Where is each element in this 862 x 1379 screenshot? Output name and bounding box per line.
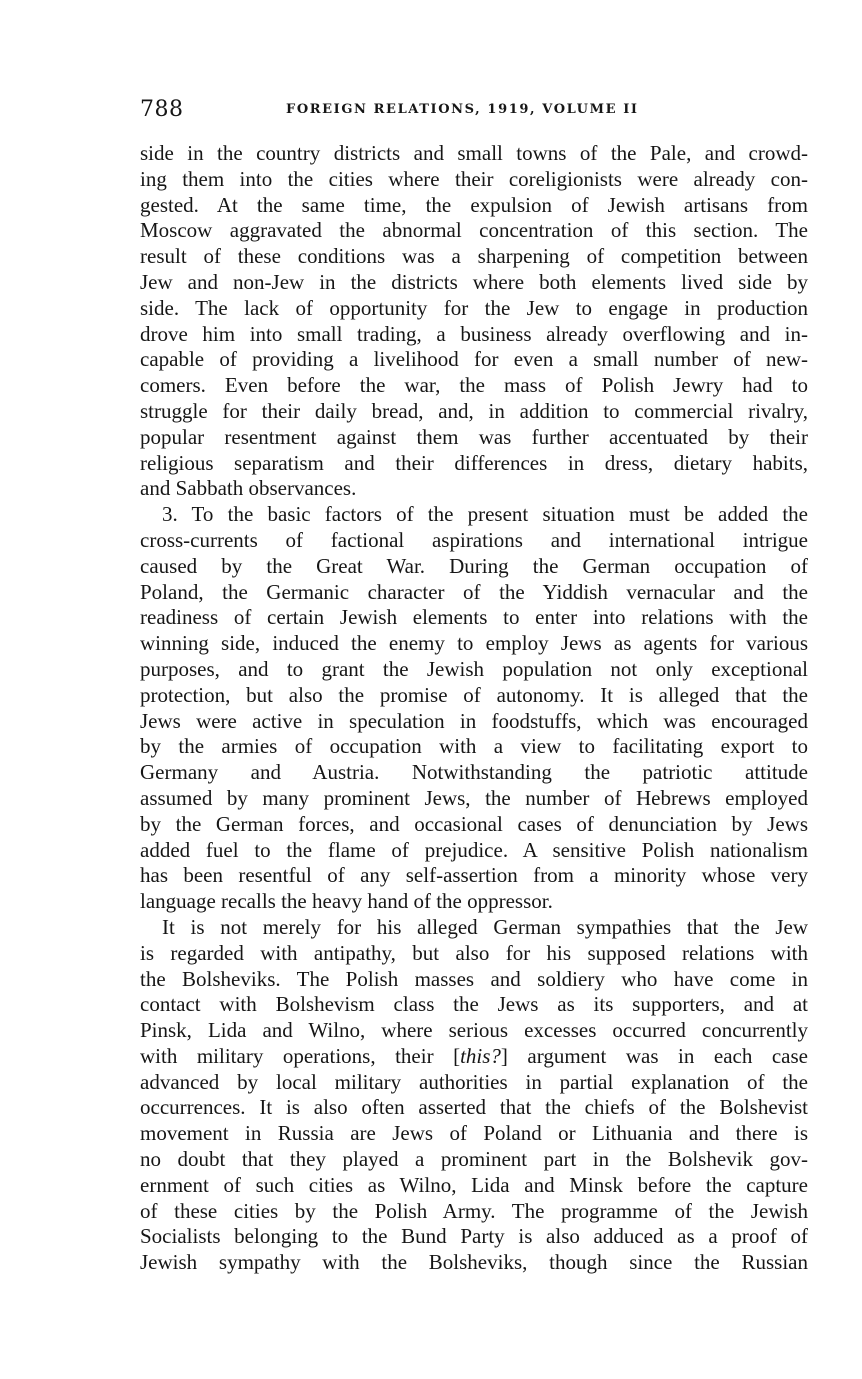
text-line: by the armies of occupation with a view to facilitating export to: [140, 734, 808, 759]
page-number: 788: [140, 97, 184, 122]
text-line: ernment of such cities as Wilno, Lida and Minsk before the capture: [140, 1172, 808, 1197]
text-line: side. The lack of opportunity for the Jew to engage in production: [140, 295, 808, 320]
text-line: side in the country districts and small towns of the Pale, and crowd-: [140, 141, 808, 165]
text-line: drove him into small trading, a business already overflowing and in-: [140, 321, 808, 346]
text-line: caused by the Great War. During the German occupation of: [140, 553, 808, 578]
text-line: Jews were active in speculation in foodstuffs, which was encouraged: [140, 708, 808, 733]
text-line: Jew and non-Jew in the districts where both elements lived side by: [140, 269, 808, 294]
text-line: with military operations, their [this?] argument was in each case: [140, 1043, 808, 1068]
text-line: religious separatism and their differences in dress, dietary habits,: [140, 450, 808, 475]
page-header: [140, 95, 810, 125]
text-line: by the German forces, and occasional cases of denunciation by Jews: [140, 811, 808, 836]
paragraph: [140, 141, 808, 502]
text-line: Germany and Austria. Notwithstanding the patriotic attitude: [140, 760, 808, 785]
text-line: Jewish sympathy with the Bolsheviks, though since the Russian: [140, 1250, 808, 1275]
text-line: Pinsk, Lida and Wilno, where serious excesses occurred concurrently: [140, 1018, 808, 1043]
text-line: advanced by local military authorities in partial explanation of the: [140, 1069, 808, 1094]
text-line: movement in Russia are Jews of Poland or Lithuania and there is: [140, 1121, 808, 1146]
paragraph: [140, 915, 808, 1276]
text-line: and Sabbath observances.: [140, 476, 357, 501]
paragraph: [140, 502, 808, 915]
text-line: Socialists belonging to the Bund Party is also adduced as a proof of: [140, 1224, 808, 1249]
text-line: Moscow aggravated the abnormal concentration of this section. The: [140, 218, 808, 243]
text-line: readiness of certain Jewish elements to enter into relations with the: [140, 605, 808, 630]
text-line: Poland, the Germanic character of the Yiddish vernacular and the: [140, 579, 808, 604]
text-line: It is not merely for his alleged German sympathies that the Jew: [162, 914, 808, 939]
text-line: popular resentment against them was further accentuated by their: [140, 424, 808, 449]
text-line: has been resentful of any self-assertion from a minority whose very: [140, 863, 808, 888]
text-line: gested. At the same time, the expulsion of Jewish artisans from: [140, 192, 808, 217]
running-head: FOREIGN RELATIONS, 1919, VOLUME II: [286, 102, 639, 117]
text-line: is regarded with antipathy, but also for his supposed relations with: [140, 940, 808, 965]
text-line: contact with Bolshevism class the Jews as its supporters, and at: [140, 992, 808, 1017]
text-line: the Bolsheviks. The Polish masses and soldiery who have come in: [140, 966, 808, 991]
text-line: protection, but also the promise of autonomy. It is alleged that the: [140, 682, 808, 707]
text-line: no doubt that they played a prominent part in the Bolshevik gov-: [140, 1147, 808, 1172]
text-line: language recalls the heavy hand of the oppressor.: [140, 889, 553, 914]
text-line: cross-currents of factional aspirations and international intrigue: [140, 527, 808, 552]
text-line: purposes, and to grant the Jewish population not only exceptional: [140, 656, 808, 681]
text-line: ing them into the cities where their coreligionists were already con-: [140, 166, 808, 191]
text-line: assumed by many prominent Jews, the number of Hebrews employed: [140, 785, 808, 810]
text-line: struggle for their daily bread, and, in addition to commercial rivalry,: [140, 398, 808, 423]
text-line: of these cities by the Polish Army. The programme of the Jewish: [140, 1198, 808, 1223]
text-line: capable of providing a livelihood for even a small number of new-: [140, 347, 808, 372]
text-line: added fuel to the flame of prejudice. A sensitive Polish nationalism: [140, 837, 808, 862]
text-line: comers. Even before the war, the mass of Polish Jewry had to: [140, 373, 808, 398]
text-line: winning side, induced the enemy to employ Jews as agents for various: [140, 631, 808, 656]
text-line: occurrences. It is also often asserted that the chiefs of the Bolshevist: [140, 1095, 808, 1120]
text-line: result of these conditions was a sharpening of competition between: [140, 244, 808, 269]
text-line: 3. To the basic factors of the present situation must be added the: [162, 502, 808, 527]
document-body: [140, 141, 808, 1276]
